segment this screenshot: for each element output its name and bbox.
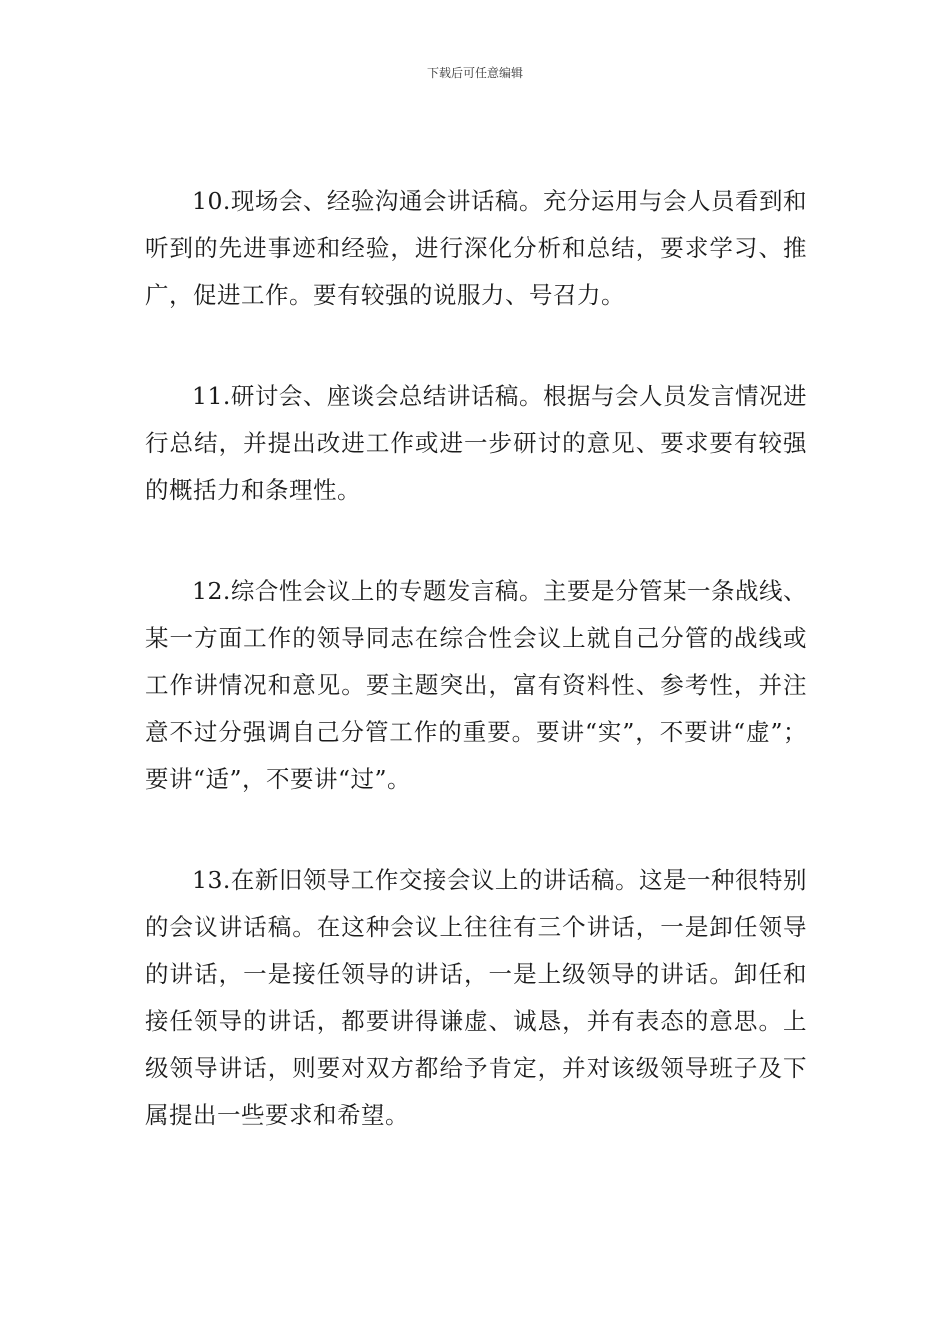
page-header: 下载后可任意编辑: [426, 66, 523, 80]
document-body: [145, 178, 807, 1193]
paragraph-10: 10.现场会、经验沟通会讲话稿。充分运用与会人员看到和听到的先进事迹和经验，进行深化分析和总结，要求学习、推广，促进工作。要有较强的说服力、号召力。: [145, 187, 807, 309]
paragraph-12: 12.综合性会议上的专题发言稿。主要是分管某一条战线、某一方面工作的领导同志在综合性会议上就自己分管的战线或工作讲情况和意见。要主题突出，富有资料性、参考性，并注意不过分强调自己分管工作的重要。要讲“实”，不要讲“虚”；要讲“适”，不要讲“过”。: [145, 577, 807, 793]
paragraph-11: 11.研讨会、座谈会总结讲话稿。根据与会人员发言情况进行总结，并提出改进工作或进一步研讨的意见、要求要有较强的概括力和条理性。: [145, 382, 807, 504]
paragraph-13: 13.在新旧领导工作交接会议上的讲话稿。这是一种很特别的会议讲话稿。在这种会议上往往有三个讲话，一是卸任领导的讲话，一是接任领导的讲话，一是上级领导的讲话。卸任和接任领导的讲话，都要讲得谦虚、诚恳，并有表态的意思。上级领导讲话，则要对双方都给予肯定，并对该级领导班子及下属提出一些要求和希望。: [145, 866, 807, 1129]
